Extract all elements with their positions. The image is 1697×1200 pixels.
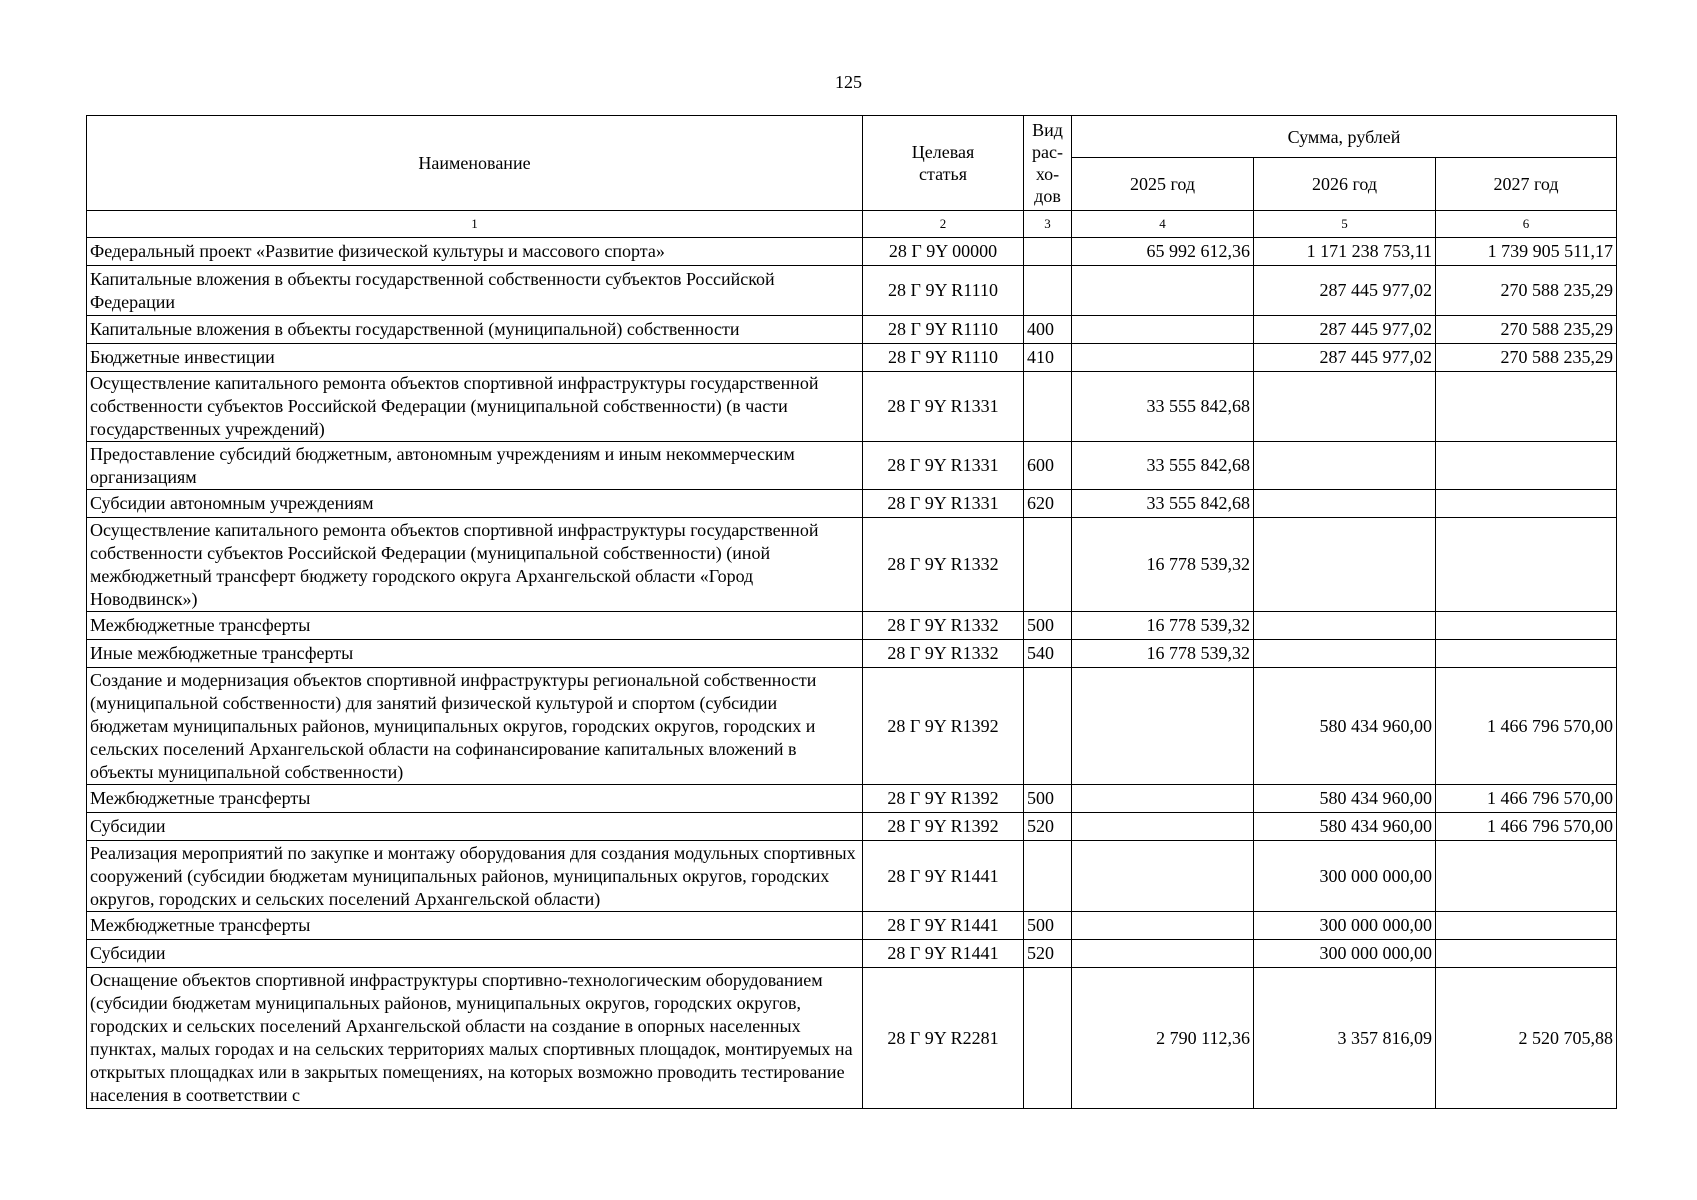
- row-name: Субсидии автономным учреждениям: [87, 490, 863, 518]
- column-number: 1: [87, 211, 863, 238]
- row-expense-kind: [1024, 238, 1072, 266]
- row-target-code: 28 Г 9Y R1332: [863, 640, 1024, 668]
- row-target-code: 28 Г 9Y R1332: [863, 612, 1024, 640]
- row-name: Федеральный проект «Развитие физической культуры и массового спорта»: [87, 238, 863, 266]
- column-number: 5: [1254, 211, 1436, 238]
- row-target-code: 28 Г 9Y R1331: [863, 490, 1024, 518]
- row-amount-2026: [1254, 612, 1436, 640]
- header-target-line2: статья: [919, 164, 967, 184]
- budget-table: [86, 115, 1617, 1109]
- row-name: Осуществление капитального ремонта объектов спортивной инфраструктуры государственной собственности субъектов Российской Федерации (муниципальной собственности) (в части государственных учреждений): [87, 372, 863, 442]
- row-amount-2025: [1072, 668, 1254, 785]
- table-row: [87, 912, 1617, 940]
- row-name: Межбюджетные трансферты: [87, 612, 863, 640]
- row-expense-kind: 500: [1024, 912, 1072, 940]
- row-amount-2026: 580 434 960,00: [1254, 813, 1436, 841]
- row-target-code: 28 Г 9Y R1441: [863, 841, 1024, 912]
- row-target-code: 28 Г 9Y R1332: [863, 518, 1024, 612]
- table-row: [87, 612, 1617, 640]
- table-row: [87, 238, 1617, 266]
- row-name: Реализация мероприятий по закупке и монтажу оборудования для создания модульных спортивных сооружений (субсидии бюджетам муниципальных районов, муниципальных округов, городских округов, городских и сельских поселений Архангельской области): [87, 841, 863, 912]
- row-amount-2026: 287 445 977,02: [1254, 316, 1436, 344]
- header-year-2025: 2025 год: [1072, 158, 1254, 211]
- row-name: Субсидии: [87, 813, 863, 841]
- row-amount-2027: 270 588 235,29: [1436, 266, 1617, 316]
- row-name: Капитальные вложения в объекты государственной собственности субъектов Российской Федерации: [87, 266, 863, 316]
- row-name: Иные межбюджетные трансферты: [87, 640, 863, 668]
- header-kind-line: Вид: [1032, 120, 1063, 140]
- row-amount-2025: 33 555 842,68: [1072, 372, 1254, 442]
- row-amount-2026: [1254, 490, 1436, 518]
- row-amount-2026: 3 357 816,09: [1254, 968, 1436, 1109]
- row-amount-2027: 1 739 905 511,17: [1436, 238, 1617, 266]
- row-amount-2026: 287 445 977,02: [1254, 266, 1436, 316]
- row-amount-2027: [1436, 372, 1617, 442]
- row-amount-2025: [1072, 813, 1254, 841]
- header-kind-line: хо-: [1035, 164, 1060, 184]
- table-row: [87, 813, 1617, 841]
- row-target-code: 28 Г 9Y R1441: [863, 940, 1024, 968]
- row-target-code: 28 Г 9Y 00000: [863, 238, 1024, 266]
- row-expense-kind: 540: [1024, 640, 1072, 668]
- table-row: [87, 841, 1617, 912]
- row-target-code: 28 Г 9Y R1331: [863, 372, 1024, 442]
- row-amount-2027: [1436, 841, 1617, 912]
- row-expense-kind: [1024, 372, 1072, 442]
- table-row: [87, 316, 1617, 344]
- row-name: Капитальные вложения в объекты государственной (муниципальной) собственности: [87, 316, 863, 344]
- row-name: Межбюджетные трансферты: [87, 912, 863, 940]
- table-row: [87, 785, 1617, 813]
- header-sum: Сумма, рублей: [1072, 116, 1617, 158]
- row-expense-kind: [1024, 841, 1072, 912]
- row-amount-2027: [1436, 612, 1617, 640]
- header-target-line1: Целевая: [911, 142, 975, 162]
- row-target-code: 28 Г 9Y R1110: [863, 266, 1024, 316]
- column-number: 6: [1436, 211, 1617, 238]
- row-target-code: 28 Г 9Y R2281: [863, 968, 1024, 1109]
- row-expense-kind: [1024, 266, 1072, 316]
- row-target-code: 28 Г 9Y R1110: [863, 316, 1024, 344]
- row-amount-2027: [1436, 518, 1617, 612]
- row-expense-kind: 410: [1024, 344, 1072, 372]
- table-row: [87, 344, 1617, 372]
- header-target: [863, 116, 1024, 211]
- row-amount-2025: [1072, 912, 1254, 940]
- row-amount-2025: 2 790 112,36: [1072, 968, 1254, 1109]
- row-amount-2025: [1072, 940, 1254, 968]
- table-row: [87, 940, 1617, 968]
- row-target-code: 28 Г 9Y R1392: [863, 785, 1024, 813]
- row-expense-kind: 520: [1024, 940, 1072, 968]
- table-row: [87, 968, 1617, 1109]
- row-amount-2025: 16 778 539,32: [1072, 612, 1254, 640]
- row-amount-2026: 580 434 960,00: [1254, 785, 1436, 813]
- row-amount-2025: [1072, 841, 1254, 912]
- row-name: Предоставление субсидий бюджетным, автономным учреждениям и иным некоммерческим организациям: [87, 442, 863, 490]
- row-name: Оснащение объектов спортивной инфраструктуры спортивно-технологическим оборудованием (субсидии бюджетам муниципальных районов, муниципальных округов, городских округов, городских и сельских поселений Архангельской области на создание в опорных населенных пунктах, малых городах и на сельских территориях малых спортивных площадок, монтируемых на открытых площадках или в закрытых помещениях, на которых возможно проводить тестирование населения в соответствии с: [87, 968, 863, 1109]
- row-amount-2026: [1254, 518, 1436, 612]
- row-amount-2025: 65 992 612,36: [1072, 238, 1254, 266]
- row-amount-2027: [1436, 940, 1617, 968]
- row-expense-kind: [1024, 968, 1072, 1109]
- table-row: [87, 640, 1617, 668]
- row-amount-2026: 580 434 960,00: [1254, 668, 1436, 785]
- row-amount-2026: [1254, 372, 1436, 442]
- table-row: [87, 490, 1617, 518]
- row-amount-2027: 1 466 796 570,00: [1436, 813, 1617, 841]
- column-number: 2: [863, 211, 1024, 238]
- row-expense-kind: 500: [1024, 612, 1072, 640]
- column-number: 3: [1024, 211, 1072, 238]
- row-expense-kind: 500: [1024, 785, 1072, 813]
- row-expense-kind: 620: [1024, 490, 1072, 518]
- row-amount-2025: 16 778 539,32: [1072, 518, 1254, 612]
- row-name: Создание и модернизация объектов спортивной инфраструктуры региональной собственности (муниципальной собственности) для занятий физической культурой и спортом (субсидии бюджетам муниципальных районов, муниципальных округов, городских округов, городских и сельских поселений Архангельской области на софинансирование капитальных вложений в объекты муниципальной собственности): [87, 668, 863, 785]
- row-amount-2026: [1254, 442, 1436, 490]
- row-amount-2027: 1 466 796 570,00: [1436, 785, 1617, 813]
- table-row: [87, 372, 1617, 442]
- row-amount-2025: 16 778 539,32: [1072, 640, 1254, 668]
- row-amount-2026: 300 000 000,00: [1254, 841, 1436, 912]
- row-expense-kind: [1024, 518, 1072, 612]
- row-amount-2027: [1436, 640, 1617, 668]
- row-expense-kind: [1024, 668, 1072, 785]
- budget-table-body: [87, 238, 1617, 1109]
- header-row: [87, 116, 1617, 158]
- row-target-code: 28 Г 9Y R1110: [863, 344, 1024, 372]
- header-kind-line: дов: [1034, 186, 1061, 206]
- row-target-code: 28 Г 9Y R1392: [863, 813, 1024, 841]
- header-year-2026: 2026 год: [1254, 158, 1436, 211]
- row-expense-kind: 600: [1024, 442, 1072, 490]
- row-name: Межбюджетные трансферты: [87, 785, 863, 813]
- row-amount-2025: [1072, 785, 1254, 813]
- row-amount-2027: [1436, 490, 1617, 518]
- column-numbers-row: [87, 211, 1617, 238]
- row-amount-2026: [1254, 640, 1436, 668]
- table-row: [87, 518, 1617, 612]
- row-amount-2026: 300 000 000,00: [1254, 940, 1436, 968]
- row-amount-2025: 33 555 842,68: [1072, 490, 1254, 518]
- row-target-code: 28 Г 9Y R1392: [863, 668, 1024, 785]
- header-kind-line: рас-: [1032, 142, 1063, 162]
- row-amount-2025: 33 555 842,68: [1072, 442, 1254, 490]
- row-amount-2027: 270 588 235,29: [1436, 316, 1617, 344]
- row-expense-kind: 400: [1024, 316, 1072, 344]
- row-expense-kind: 520: [1024, 813, 1072, 841]
- header-name: Наименование: [87, 116, 863, 211]
- row-target-code: 28 Г 9Y R1441: [863, 912, 1024, 940]
- page-number: 125: [835, 72, 862, 92]
- row-amount-2027: 270 588 235,29: [1436, 344, 1617, 372]
- row-target-code: 28 Г 9Y R1331: [863, 442, 1024, 490]
- table-row: [87, 668, 1617, 785]
- row-name: Субсидии: [87, 940, 863, 968]
- row-name: Бюджетные инвестиции: [87, 344, 863, 372]
- row-amount-2027: 1 466 796 570,00: [1436, 668, 1617, 785]
- header-kind: [1024, 116, 1072, 211]
- row-amount-2026: 287 445 977,02: [1254, 344, 1436, 372]
- row-amount-2027: 2 520 705,88: [1436, 968, 1617, 1109]
- row-amount-2027: [1436, 442, 1617, 490]
- row-amount-2027: [1436, 912, 1617, 940]
- row-amount-2025: [1072, 266, 1254, 316]
- table-row: [87, 442, 1617, 490]
- row-amount-2025: [1072, 316, 1254, 344]
- row-amount-2026: 300 000 000,00: [1254, 912, 1436, 940]
- row-amount-2025: [1072, 344, 1254, 372]
- header-year-2027: 2027 год: [1436, 158, 1617, 211]
- table-row: [87, 266, 1617, 316]
- row-amount-2026: 1 171 238 753,11: [1254, 238, 1436, 266]
- column-number: 4: [1072, 211, 1254, 238]
- row-name: Осуществление капитального ремонта объектов спортивной инфраструктуры государственной собственности субъектов Российской Федерации (муниципальной собственности) (иной межбюджетный трансферт бюджету городского округа Архангельской области «Город Новодвинск»): [87, 518, 863, 612]
